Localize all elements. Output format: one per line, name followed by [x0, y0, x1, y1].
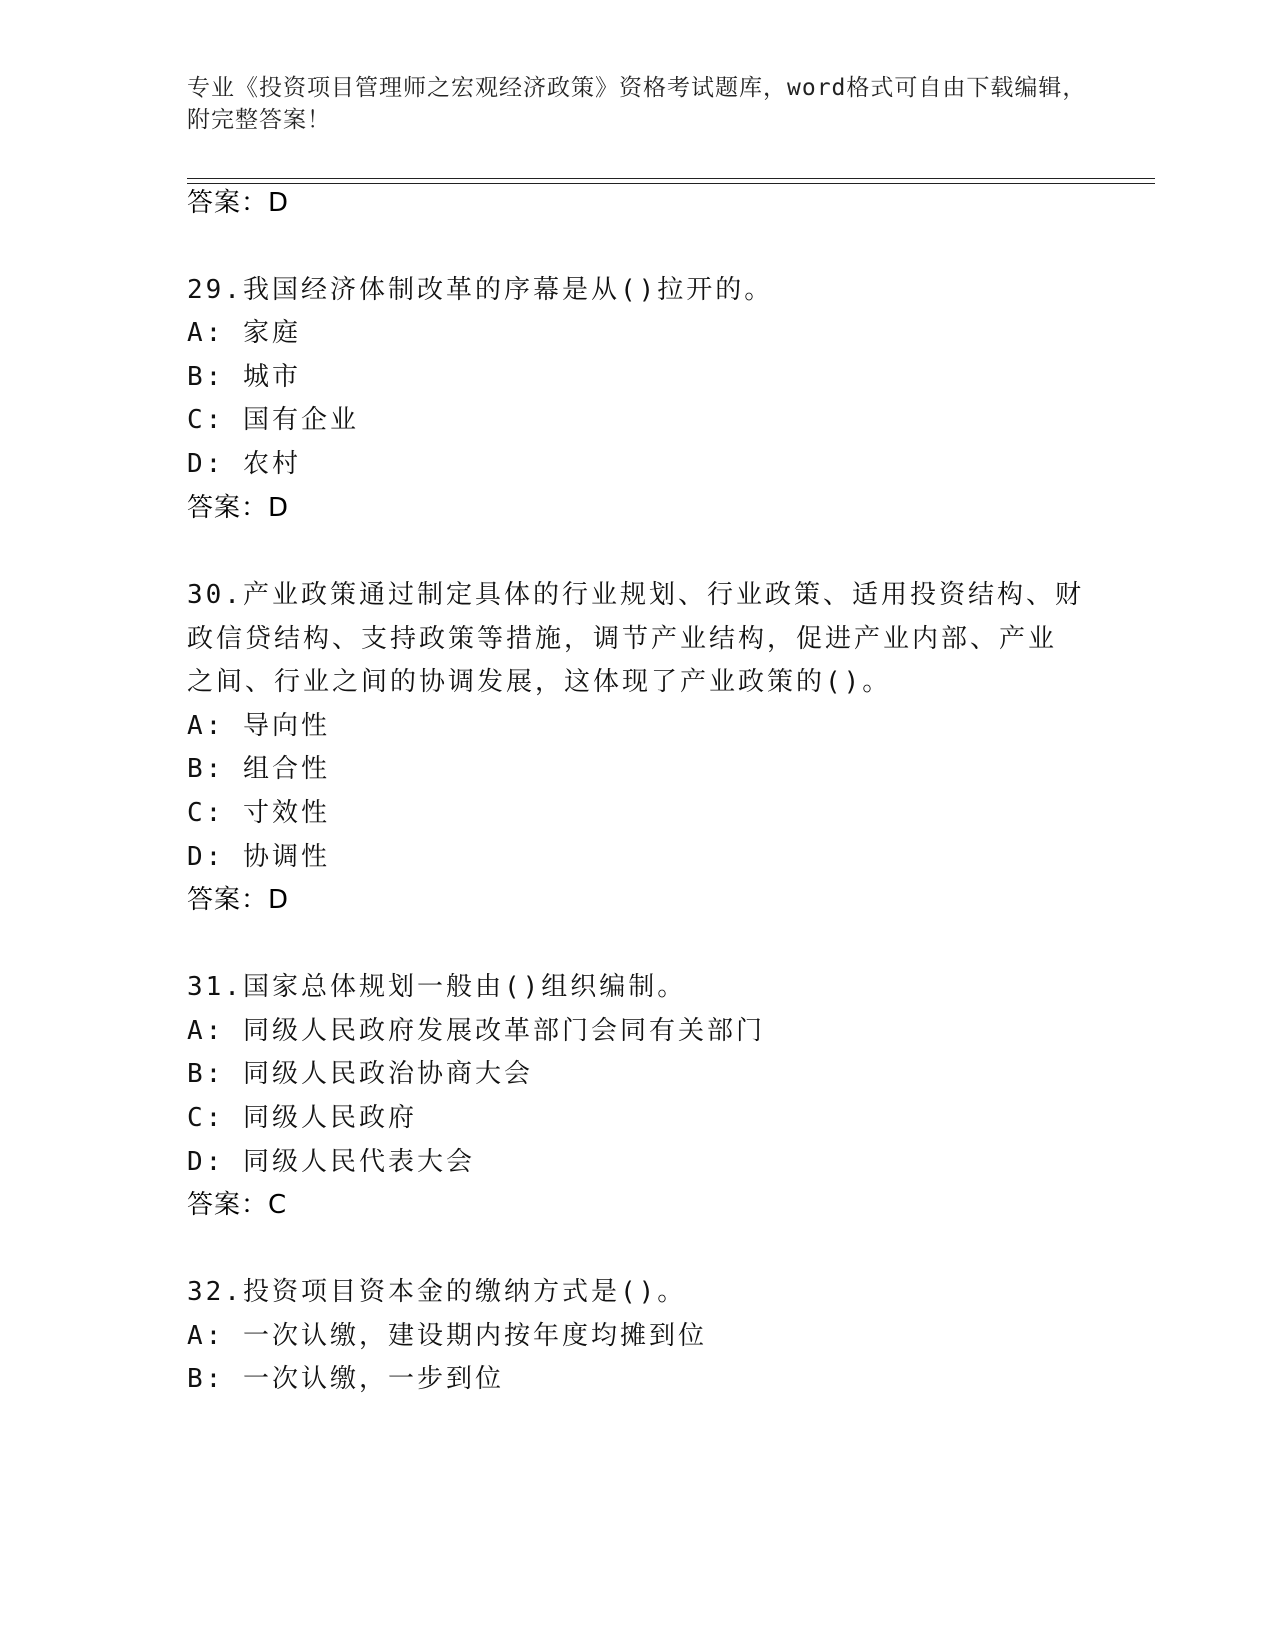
question-31-option-d: D: 同级人民代表大会	[187, 1147, 475, 1177]
header-divider-bottom	[187, 183, 1155, 184]
question-32-option-a: A: 一次认缴，建设期内按年度均摊到位	[187, 1321, 707, 1351]
document-header: 专业《投资项目管理师之宏观经济政策》资格考试题库，word格式可自由下载编辑，附完整答案！	[187, 75, 1087, 133]
header-divider-top	[187, 178, 1155, 179]
question-31-option-a: A: 同级人民政府发展改革部门会同有关部门	[187, 1016, 765, 1046]
question-32-stem: 32.投资项目资本金的缴纳方式是()。	[187, 1277, 687, 1307]
question-31-option-b: B: 同级人民政治协商大会	[187, 1059, 533, 1089]
question-30-option-d: D: 协调性	[187, 842, 330, 872]
question-32-option-b: B: 一次认缴，一步到位	[187, 1364, 504, 1394]
question-29-option-a: A: 家庭	[187, 318, 301, 348]
question-29-option-b: B: 城市	[187, 362, 301, 392]
question-29-option-d: D: 农村	[187, 449, 301, 479]
question-30-option-c: C: 寸效性	[187, 798, 330, 828]
question-29-stem: 29.我国经济体制改革的序幕是从()拉开的。	[187, 275, 774, 305]
question-31-answer: 答案：C	[187, 1190, 288, 1220]
question-30-stem-line-1: 30.产业政策通过制定具体的行业规划、行业政策、适用投资结构、财	[187, 580, 1084, 610]
question-30-stem-line-2: 政信贷结构、支持政策等措施，调节产业结构，促进产业内部、产业	[187, 624, 1058, 654]
question-31-option-c: C: 同级人民政府	[187, 1103, 417, 1133]
question-31-stem: 31.国家总体规划一般由()组织编制。	[187, 972, 687, 1002]
question-30-option-b: B: 组合性	[187, 754, 330, 784]
question-30-answer: 答案：D	[187, 885, 290, 915]
question-30-stem-line-3: 之间、行业之间的协调发展，这体现了产业政策的()。	[187, 667, 892, 697]
question-29-option-c: C: 国有企业	[187, 405, 359, 435]
answer-prev: 答案：D	[187, 188, 290, 218]
question-30-option-a: A: 导向性	[187, 711, 330, 741]
question-29-answer: 答案：D	[187, 493, 290, 523]
